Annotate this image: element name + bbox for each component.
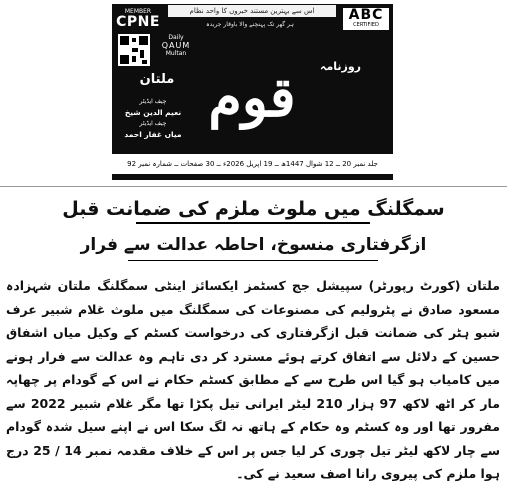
article-paragraph: ملتان (کورٹ رپورٹر) سپیشل جج کسٹمز ایکسائز اینٹی سمگلنگ ملتان شہزادہ مسعود صادق نے پٹرولیم کی مصنوعات کی سمگلنگ میں ملوث غلام شبیر عرف شبو ہٹر کی ضمانت قبل ازگرفتاری کی درخواست کسٹم کے وکیل میاں اشفاق حسین کے دلائل سے اتفاق کرتے ہوئے مسترد کر دی تاہم وہ عدالت سے فرار ہونے میں کامیاب ہو گیا اس طرح سے کے مطابق کسٹم حکام نے اس کے گودام پر چھاپہ مار کر اٹھ لاکھ 97 ہزار 210 لیٹر ایرانی تیل پکڑا تھا مگر غلام شبیر 2022 سے مفرور تھا اور وہ کسٹم وہ حکام کے ہاتھ نہ لگ سکا اس نے اپنے سیل شدہ گودام سے چار لاکھ لیٹر تیل چوری کر لیا جس پر اس کے خلاف مقدمہ نمبر 14 / 25 درج ہوا ملزم کی پیروی رانا اصف سعید نے کی۔ xyxy=(6,278,500,481)
daily-label: Daily xyxy=(168,34,184,41)
cpne-member-badge xyxy=(116,8,160,30)
subheadline-text: ازگرفتاری منسوخ، احاطہ عدالت سے فرار xyxy=(80,235,427,255)
abc-label: ABC xyxy=(348,7,384,23)
masthead-tagline: ہر گھر تک پہنچنے والا باوقار جریدہ xyxy=(206,21,294,28)
issue-dateline: جلد نمبر 20 ــ 12 شوال 1447ھ ــ 19 اپریل 2026ء ــ 30 صفحات ــ شمارہ نمبر 92 xyxy=(112,154,393,174)
city-label: ملتان xyxy=(139,72,175,87)
chief-editor-name: میاں غفار احمد xyxy=(124,130,182,139)
article-headline xyxy=(0,192,507,226)
abc-certified-label: CERTIFIED xyxy=(353,22,379,28)
subheadline-underline xyxy=(128,260,378,261)
qr-code-icon xyxy=(118,34,150,66)
member-label: MEMBER xyxy=(124,8,152,15)
roznama-label: روزنامہ xyxy=(320,60,362,73)
qaum-english-label: QAUM xyxy=(161,41,191,50)
founder-label: چیف ایڈیٹر xyxy=(139,98,167,105)
daily-qaum-english xyxy=(154,34,198,58)
cpne-label: CPNE xyxy=(116,14,160,30)
newspaper-masthead xyxy=(112,4,393,180)
chief-editor-label: چیف ایڈیٹر xyxy=(139,120,167,127)
masthead-top-line: اس سے بہترین مستند خبروں کا واحد نظام xyxy=(168,5,336,17)
founder-name: نعیم الدین شیخ xyxy=(124,108,182,117)
masthead-credits xyxy=(118,96,188,140)
headline-underline xyxy=(136,222,370,224)
multan-english-label: Multan xyxy=(165,50,187,57)
section-divider xyxy=(0,186,507,187)
abc-certified-badge xyxy=(343,8,389,30)
article-body xyxy=(6,274,500,486)
headline-text: سمگلنگ میں ملوث ملزم کی ضمانت قبل xyxy=(62,198,445,220)
article-subheadline xyxy=(0,230,507,260)
qaum-logo: قوم xyxy=(208,65,296,129)
